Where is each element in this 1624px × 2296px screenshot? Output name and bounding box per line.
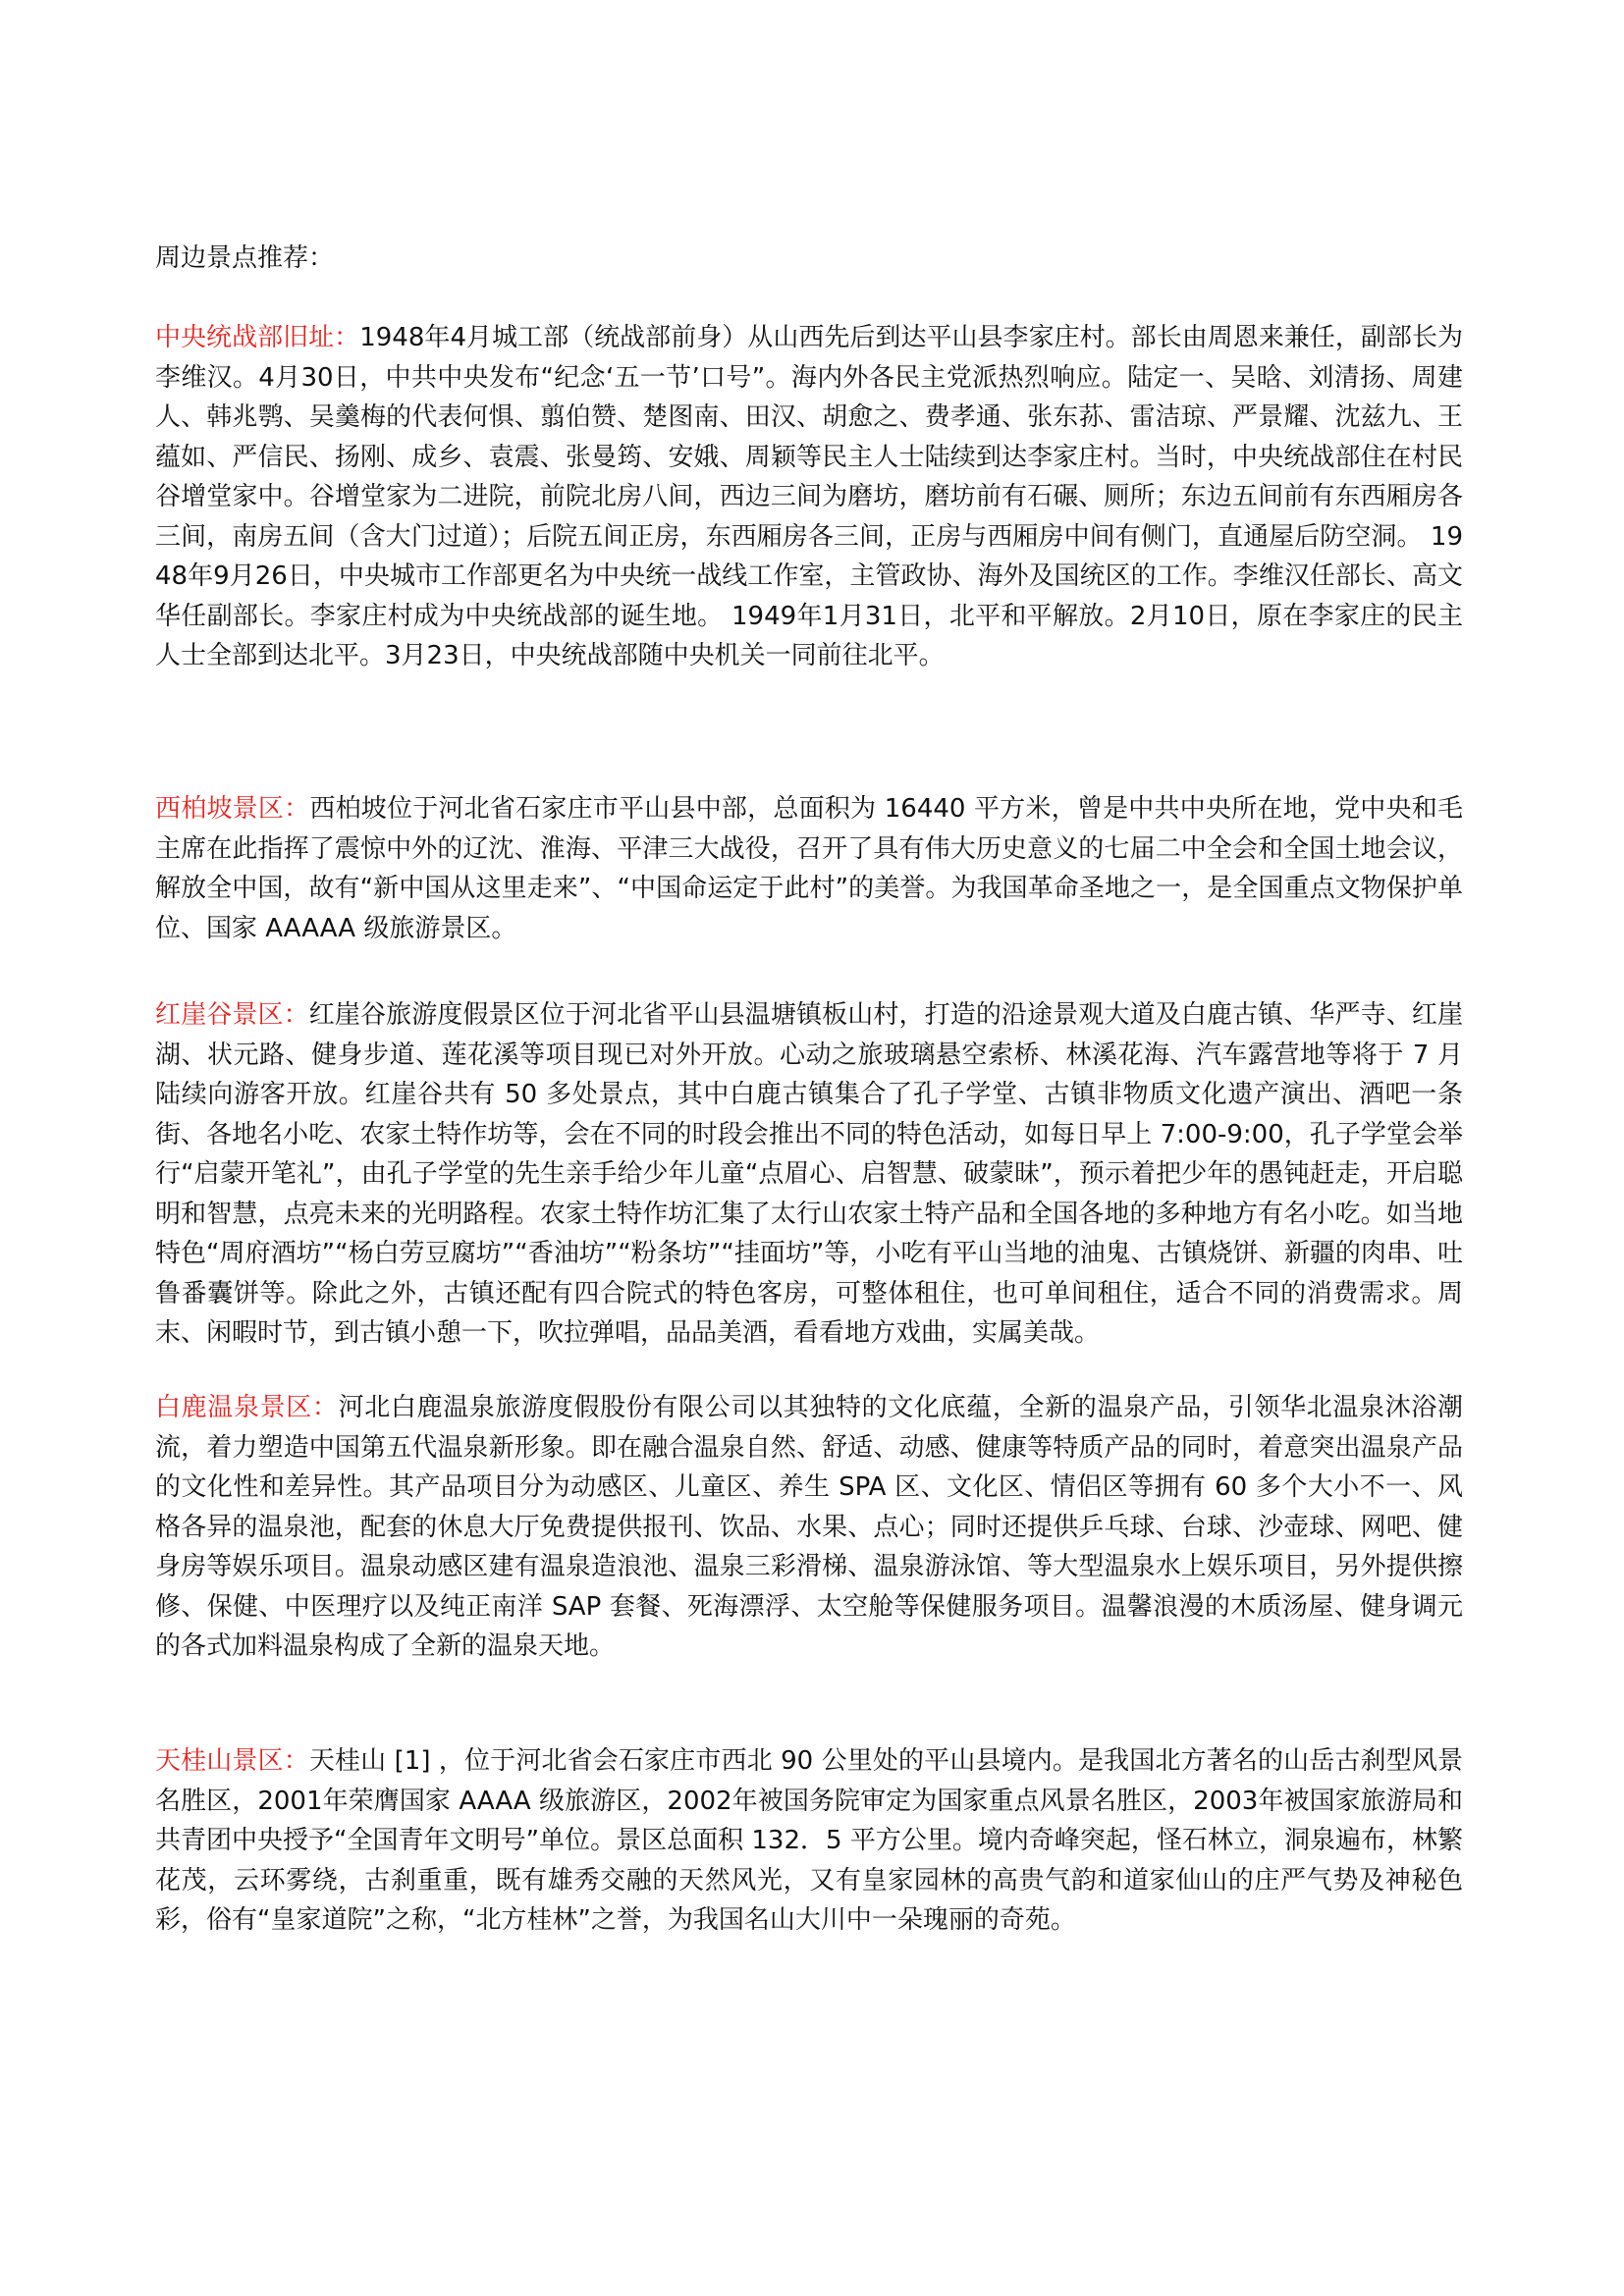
page-heading: 周边景点推荐：	[155, 243, 335, 273]
section-label: 天桂山景区：	[155, 1746, 309, 1776]
section-label: 红崖谷景区：	[155, 1000, 309, 1030]
section-label: 中央统战部旧址：	[155, 323, 360, 352]
document-page	[155, 0, 1463, 2296]
section-xibaipo	[155, 789, 1463, 948]
section-text: 河北白鹿温泉旅游度假股份有限公司以其独特的文化底蕴，全新的温泉产品，引领华北温泉沐浴潮流，着力塑造中国第五代温泉新形象。即在融合温泉自然、舒适、动感、健康等特质产品的同时，着意突出温泉产品的文化性和差异性。其产品项目分为动感区、儿童区、养生 SPA 区、文化区、情侣区等拥有 60 多个大小不一、风格各异的温泉池，配套的休息大厅免费提供报刊、饮品、水果、点心；同时还提供乒乓球、台球、沙壶球、网吧、健身房等娱乐项目。温泉动感区建有温泉造浪池、温泉三彩滑梯、温泉游泳馆、等大型温泉水上娱乐项目，另外提供擦修、保健、中医理疗以及纯正南洋 SAP 套餐、死海漂浮、太空舱等保健服务项目。温馨浪漫的木质汤屋、健身调元的各式加料温泉构成了全新的温泉天地。	[155, 1393, 1463, 1661]
section-hongyagu	[155, 995, 1463, 1354]
section-label: 白鹿温泉景区：	[155, 1393, 339, 1422]
section-text: 西柏坡位于河北省石家庄市平山县中部，总面积为 16440 平方米，曾是中共中央所在地，党中央和毛主席在此指挥了震惊中外的辽沈、淮海、平津三大战役，召开了具有伟大历史意义的七届二中全会和全国土地会议，解放全中国，故有“新中国从这里走来”、“中国命运定于此村”的美誉。为我国革命圣地之一，是全国重点文物保护单位、国家 AAAAA 级旅游景区。	[155, 794, 1463, 943]
section-text: 红崖谷旅游度假景区位于河北省平山县温塘镇板山村，打造的沿途景观大道及白鹿古镇、华严寺、红崖湖、状元路、健身步道、莲花溪等项目现已对外开放。心动之旅玻璃悬空索桥、林溪花海、汽车露营地等将于 7 月陆续向游客开放。红崖谷共有 50 多处景点，其中白鹿古镇集合了孔子学堂、古镇非物质文化遗产演出、酒吧一条街、各地名小吃、农家土特作坊等，会在不同的时段会推出不同的特色活动，如每日早上 7:00-9:00，孔子学堂会举行“启蒙开笔礼”，由孔子学堂的先生亲手给少年儿童“点眉心、启智慧、破蒙昧”，预示着把少年的愚钝赶走，开启聪明和智慧，点亮未来的光明路程。农家土特作坊汇集了太行山农家土特产品和全国各地的多种地方有名小吃。如当地特色“周府酒坊”“杨白劳豆腐坊”“香油坊”“粉条坊”“挂面坊”等，小吃有平山当地的油鬼、古镇烧饼、新疆的肉串、吐鲁番囊饼等。除此之外，古镇还配有四合院式的特色客房，可整体租住，也可单间租住，适合不同的消费需求。周末、闲暇时节，到古镇小憩一下，吹拉弹唱，品品美酒，看看地方戏曲，实属美哉。	[155, 1000, 1463, 1348]
section-label: 西柏坡景区：	[155, 794, 310, 824]
section-tianguishan	[155, 1741, 1463, 1941]
section-zhongyang-tongzhanbu	[155, 318, 1463, 676]
section-text: 1948年4月城工部（统战部前身）从山西先后到达平山县李家庄村。部长由周恩来兼任，副部长为李维汉。4月30日，中共中央发布“纪念‘五一节’口号”。海内外各民主党派热烈响应。陆定一、吴晗、刘清扬、周建人、韩兆鹗、吴羹梅的代表何惧、翦伯赞、楚图南、田汉、胡愈之、费孝通、张东荪、雷洁琼、严景耀、沈兹九、王蕴如、严信民、扬刚、成乡、袁震、张曼筠、安娥、周颖等民主人士陆续到达李家庄村。当时，中央统战部住在村民谷增堂家中。谷增堂家为二进院，前院北房八间，西边三间为磨坊，磨坊前有石碾、厕所；东边五间前有东西厢房各三间，南房五间（含大门过道）；后院五间正房，东西厢房各三间，正房与西厢房中间有侧门，直通屋后防空洞。 1948年9月26日，中央城市工作部更名为中央统一战线工作室，主管政协、海外及国统区的工作。李维汉任部长、高文华任副部长。李家庄村成为中央统战部的诞生地。 1949年1月31日，北平和平解放。2月10日，原在李家庄的民主人士全部到达北平。3月23日，中央统战部随中央机关一同前往北平。	[155, 323, 1463, 670]
section-text: 天桂山 [1] ，位于河北省会石家庄市西北 90 公里处的平山县境内。是我国北方著名的山岳古刹型风景名胜区，2001年荣膺国家 AAAA 级旅游区，2002年被国务院审定为国家重点风景名胜区，2003年被国家旅游局和共青团中央授予“全国青年文明号”单位。景区总面积 132．5 平方公里。境内奇峰突起，怪石林立，洞泉遍布，林繁花茂，云环雾绕，古刹重重，既有雄秀交融的天然风光，又有皇家园林的高贵气韵和道家仙山的庄严气势及神秘色彩，俗有“皇家道院”之称，“北方桂林”之誉，为我国名山大川中一朵瑰丽的奇苑。	[155, 1746, 1463, 1935]
section-bailu-wenquan	[155, 1388, 1463, 1667]
